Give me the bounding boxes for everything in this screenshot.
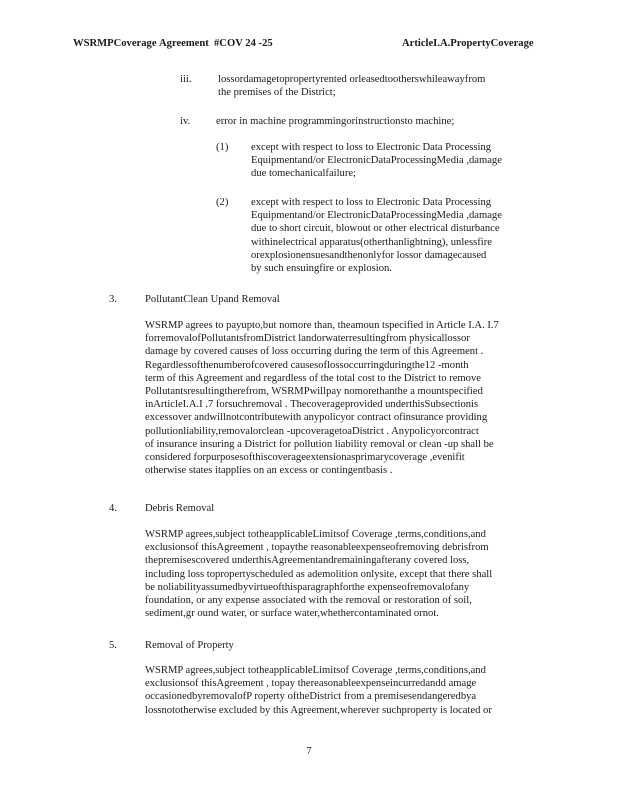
section-3-line: otherwise states itapplies on an excess or contingentbasis . (145, 465, 393, 477)
section-4-number: 4. (109, 503, 117, 514)
header-document-name: WSRMPCoverage (73, 38, 157, 49)
section-3-line: Regardlessofthenumberofcovered causesoflossoccurringduringthe12 -month (145, 359, 469, 371)
section-5-line: WSRMP agrees,subject totheapplicableLimitsof Coverage ,terms,conditions,and (145, 665, 486, 676)
subitem-1-line: due tomechanicalfailure; (251, 168, 357, 180)
section-5-title: Removal of Property (145, 640, 234, 651)
subitem-1-marker: (1) (216, 142, 229, 153)
subitem-2-text (251, 196, 533, 275)
section-3-line: WSRMP agrees to payupto,but nomore than, theamoun tspecified in Article I.A. I.7 (145, 320, 499, 331)
section-3-line: of insurance insuring a District for pollution liability removal or clean -up shall be (145, 438, 494, 450)
subitem-2-line: by such ensuingfire or explosion. (251, 263, 392, 275)
item-iii-marker: iii. (180, 74, 192, 85)
section-5-line: occasionedbyremovalofP roperty oftheDistrict from a premisesendangeredbya (145, 691, 477, 703)
section-4-line: thepremisescovered underthisAgreementandremainingafterany covered loss, (145, 555, 470, 567)
subitem-2-line: Equipmentand/or ElectronicDataProcessingMedia ,damage (251, 210, 502, 222)
page-number: 7 (306, 746, 312, 757)
subitem-2-marker: (2) (216, 197, 229, 208)
subitem-1-line: Equipmentand/or ElectronicDataProcessingMedia ,damage (251, 155, 502, 167)
item-iv-text: error in machine programmingorinstructionsto machine; (216, 116, 455, 127)
item-iii-line-2: the premises of the District; (218, 87, 336, 99)
section-4-title: Debris Removal (145, 503, 215, 514)
section-4-line: be noliabilityassumedbyvirtueofthisparagraphforthe expenseofremovalofany (145, 581, 470, 593)
header-agreement-label: Agreement (159, 38, 209, 49)
section-3-number: 3. (109, 294, 117, 305)
section-3-line: damage by covered causes of loss occurring during the term of this Agreement . (145, 346, 484, 358)
section-3-line: inArticleI.A.I .7 forsuchremoval . Thecoverageprovided underthisSubsectionis (145, 399, 479, 411)
section-4-line: including loss topropertyscheduled as ademolition onlysite, except that there shall (145, 568, 493, 580)
section-5-line: lossnototherwise excluded by this Agreement,wherever suchproperty is located or (145, 704, 492, 716)
section-3-line: excessover andwillnotcontributewith anypolicyor contract ofinsurance providing (145, 412, 488, 424)
section-3-line: forremovalofPollutantsfromDistrict landorwaterresultingfrom physicallossor (145, 333, 470, 345)
section-4-line: WSRMP agrees,subject totheapplicableLimitsof Coverage ,terms,conditions,and (145, 529, 486, 540)
header-agreement-number: #COV 24 -25 (214, 38, 273, 49)
section-3-line: considered forpurposesofthiscoverageextensionasprimarycoverage ,evenifit (145, 452, 465, 464)
subitem-2-line: due to short circuit, blowout or other electrical disturbance (251, 223, 500, 235)
section-3-line: term of this Agreement and regardless of the total cost to the District to remove (145, 372, 481, 384)
header-article-title: ArticleI.A.PropertyCoverage (402, 38, 534, 49)
subitem-1-text (251, 141, 533, 181)
section-4-line: sediment,gr ound water, or surface water,whethercontaminated ornot. (145, 608, 439, 620)
section-4-body (145, 528, 537, 620)
item-iii-line-1: lossordamagetopropertyrented orleasedtootherswhileawayfrom (218, 74, 486, 85)
section-4-line: foundation, or any expense associated with the removal or restoration of soil, (145, 595, 472, 607)
section-3-line: Pollutantsresultingtherefrom, WSRMPwillpay nomorethanthe a mountspecified (145, 386, 483, 398)
subitem-1-line: except with respect to loss to Electronic Data Processing (251, 142, 492, 153)
section-3-body (145, 319, 537, 477)
section-5-body (145, 664, 537, 717)
section-5-number: 5. (109, 640, 117, 651)
item-iv-marker: iv. (180, 116, 191, 127)
section-4-line: exclusionsof thisAgreement , topaythe reasonableexpenseofremoving debrisfrom (145, 542, 489, 554)
subitem-2-line: except with respect to loss to Electronic Data Processing (251, 197, 492, 208)
section-3-title: PollutantClean Upand Removal (145, 294, 280, 305)
subitem-2-line: withinelectrical apparatus(otherthanlightning), unlessfire (251, 236, 492, 248)
subitem-2-line: orexplosionensuesandthenonlyfor lossor damagecaused (251, 249, 487, 261)
item-iii-text (218, 73, 500, 99)
section-5-line: exclusionsof thisAgreement , topay thereasonableexpenseincurredandd amage (145, 678, 477, 690)
section-3-line: pollutionliability,removalorclean -upcoveragetoaDistrict . Anypolicyorcontract (145, 425, 479, 437)
